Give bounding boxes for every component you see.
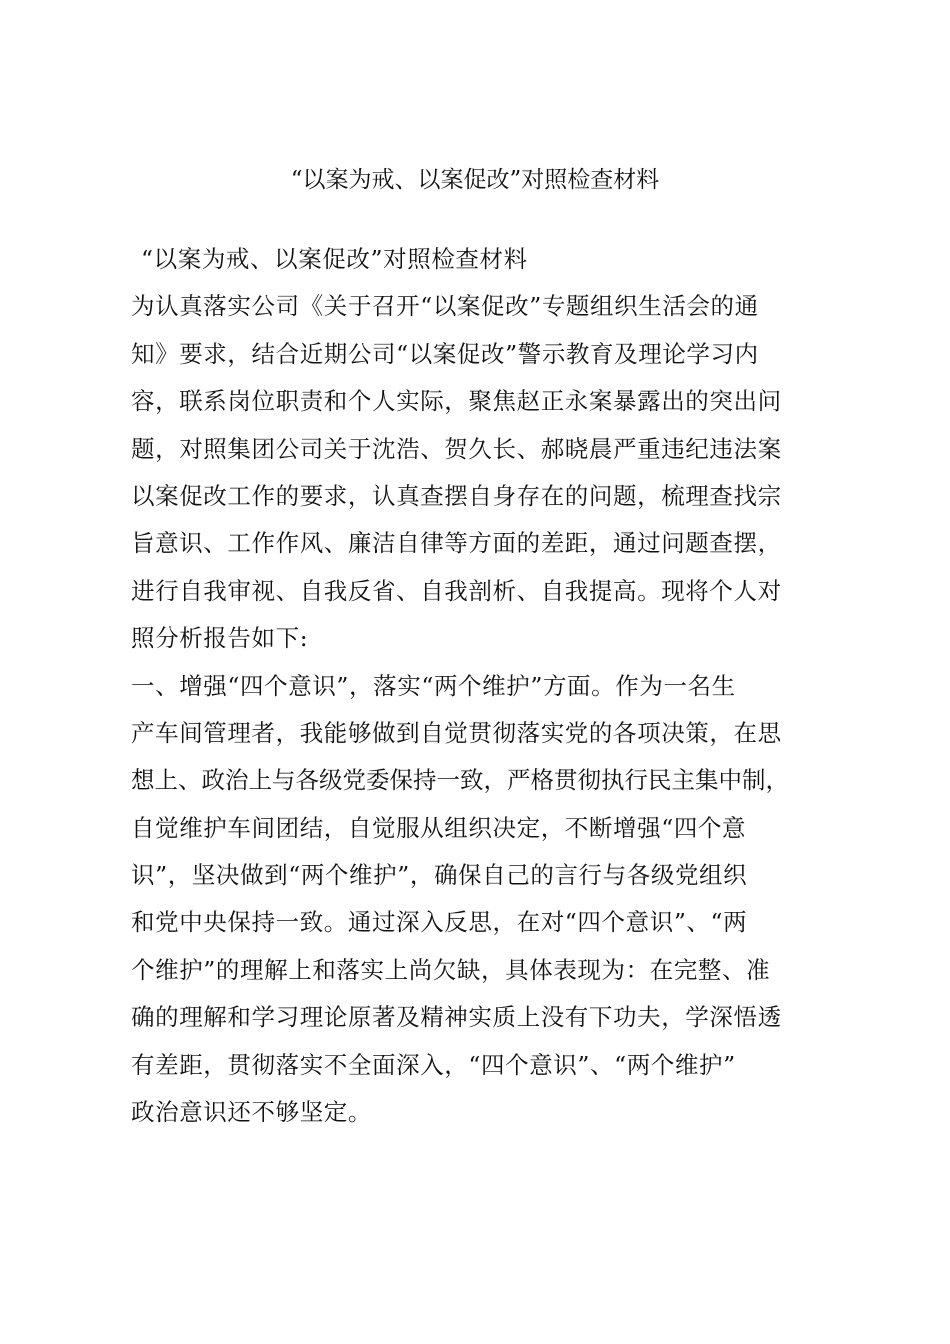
paragraph-line: 照分析报告如下: [131, 624, 309, 653]
paragraph-line: 个维护”的理解上和落实上尚欠缺，具体表现为：在完整、准 [131, 955, 771, 984]
paragraph-line: 以案促改工作的要求，认真查摆自身存在的问题，梳理查找宗 [131, 481, 782, 510]
document-body [131, 236, 841, 1136]
paragraph-line: 有差距，贯彻落实不全面深入，“四个意识”、“两个维护” [131, 1050, 736, 1079]
paragraph-line: 自觉维护车间团结，自觉服从组织决定，不断增强“四个意 [131, 813, 747, 842]
repeated-title-line: “以案为戒、以案促改”对照检查材料 [141, 245, 528, 273]
paragraph-line: 想上、政治上与各级党委保持一致，严格贯彻执行民主集中制， [131, 766, 789, 795]
paragraph-line: 进行自我审视、自我反省、自我剖析、自我提高。现将个人对 [131, 576, 782, 605]
paragraph-line: 知》要求，结合近期公司“以案促改”警示教育及理论学习内 [131, 339, 759, 368]
paragraph-line: 确的理解和学习理论原著及精神实质上没有下功夫，学深悟透 [131, 1003, 782, 1032]
paragraph-line: 和党中央保持一致。通过深入反思，在对“四个意识”、“两 [131, 908, 748, 937]
paragraph-line: 政治意识还不够坚定。 [131, 1098, 372, 1127]
paragraph-line: 题，对照集团公司关于沈浩、贺久长、郝晓晨严重违纪违法案 [131, 434, 782, 463]
paragraph-line: 为认真落实公司《关于召开“以案促改”专题组织生活会的通 [131, 292, 759, 321]
section-heading-line: 一、增强“四个意识”，落实“两个维护”方面。作为一名生 [131, 671, 736, 700]
paragraph-line: 产车间管理者，我能够做到自觉贯彻落实党的各项决策，在思 [131, 718, 782, 747]
paragraph-line: 识”，坚决做到“两个维护”，确保自己的言行与各级党组织 [131, 861, 748, 890]
document-title: “以案为戒、以案促改”对照检查材料 [290, 167, 660, 193]
paragraph-line: 容，联系岗位职责和个人实际，聚焦赵正永案暴露出的突出问 [131, 387, 782, 416]
paragraph-line: 旨意识、工作作风、廉洁自律等方面的差距，通过问题查摆， [131, 529, 782, 558]
